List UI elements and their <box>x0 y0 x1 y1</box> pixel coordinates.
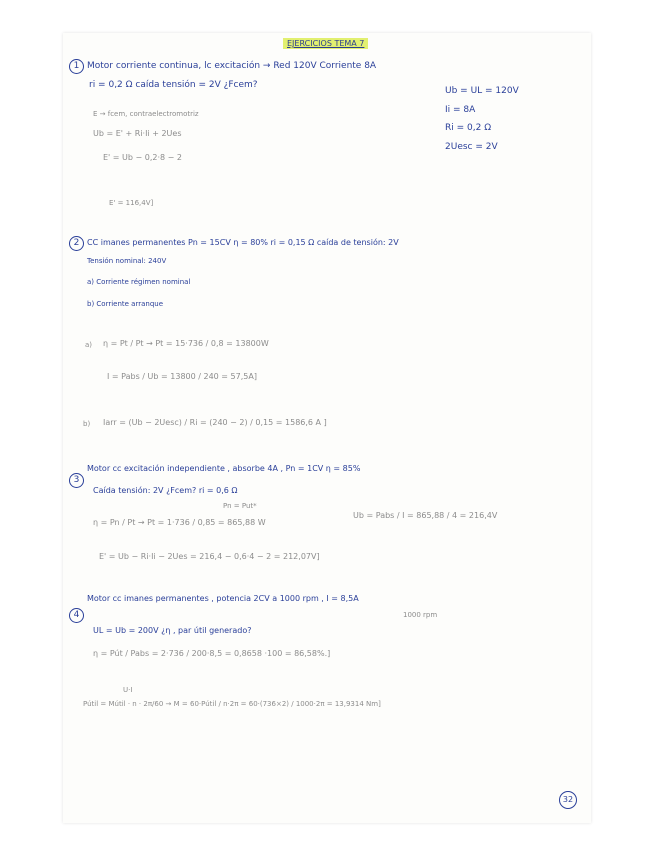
exercise-4-equation-2: Pútil = Mútil · n · 2π/60 → M = 60·Pútil / n·2π = 60·(736×2) / 1000·2π = 13,9314 Nm] <box>83 700 381 708</box>
page-number: 32 <box>559 791 577 809</box>
exercise-1-draft-2: Ub = E' + Ri·Ii + 2Ues <box>93 129 182 138</box>
exercise-1-data-ri: Ri = 0,2 Ω <box>445 123 492 133</box>
exercise-2-a-label: a) <box>85 341 93 349</box>
exercise-2-number: 2 <box>69 236 84 251</box>
exercise-3-equation-2: Ub = Pabs / I = 865,88 / 4 = 216,4V <box>353 511 498 520</box>
exercise-4-eq1-note: U·I <box>123 686 133 694</box>
exercise-1-data-ub: Ub = UL = 120V <box>445 86 519 96</box>
exercise-1-data-uesc: 2Uesc = 2V <box>445 142 498 152</box>
exercise-4-statement: Motor cc imanes permanentes , potencia 2CV a 1000 rpm , I = 8,5A <box>87 594 359 603</box>
notebook-page <box>63 33 591 823</box>
exercise-3-number: 3 <box>69 473 84 488</box>
exercise-4-number: 4 <box>69 608 84 623</box>
exercise-2-line2: Tensión nominal: 240V <box>87 257 167 265</box>
exercise-3-eq1-note: Pn = Put* <box>223 502 257 510</box>
exercise-2-line3: a) Corriente régimen nominal <box>87 278 191 286</box>
exercise-2-a-equation-2: I = Pabs / Ub = 13800 / 240 = 57,5A] <box>107 372 257 381</box>
exercise-2-b-label: b) <box>83 420 91 428</box>
page-title: EJERCICIOS TEMA 7 <box>283 38 368 49</box>
exercise-1-draft-1: E → fcem, contraelectromotriz <box>93 110 199 118</box>
exercise-1-draft-3: E' = Ub − 0,2·8 − 2 <box>103 153 182 162</box>
exercise-3-line2: Caída tensión: 2V ¿Fcem? ri = 0,6 Ω <box>93 486 238 495</box>
exercise-1-line2: ri = 0,2 Ω caída tensión = 2V ¿Fcem? <box>89 80 258 90</box>
exercise-2-line4: b) Corriente arranque <box>87 300 164 308</box>
exercise-2-statement: CC imanes permanentes Pn = 15CV η = 80% ri = 0,15 Ω caída de tensión: 2V <box>87 238 399 247</box>
exercise-4-line2: UL = Ub = 200V ¿η , par útil generado? <box>93 626 252 635</box>
exercise-4-equation-1: η = Pút / Pabs = 2·736 / 200·8,5 = 0,8658 ·100 = 86,58%.] <box>93 649 331 658</box>
exercise-1-statement: Motor corriente continua, lc excitación → Red 120V Corriente 8A <box>87 61 377 71</box>
exercise-1-draft-4: E' = 116,4V] <box>109 199 154 207</box>
exercise-1-number: 1 <box>69 59 84 74</box>
exercise-4-rpm-note: 1000 rpm <box>403 611 438 619</box>
exercise-3-equation-1: η = Pn / Pt → Pt = 1·736 / 0,85 = 865,88 W <box>93 518 266 527</box>
exercise-2-b-equation: Iarr = (Ub − 2Uesc) / Ri = (240 − 2) / 0,15 = 1586,6 A ] <box>103 418 327 427</box>
exercise-3-statement: Motor cc excitación independiente , absorbe 4A , Pn = 1CV η = 85% <box>87 464 361 473</box>
exercise-1-data-ii: Ii = 8A <box>445 105 476 115</box>
exercise-3-equation-3: E' = Ub − Ri·Ii − 2Ues = 216,4 − 0,6·4 − 2 = 212,07V] <box>99 552 320 561</box>
exercise-2-a-equation-1: η = Pt / Pt → Pt = 15·736 / 0,8 = 13800W <box>103 339 269 348</box>
